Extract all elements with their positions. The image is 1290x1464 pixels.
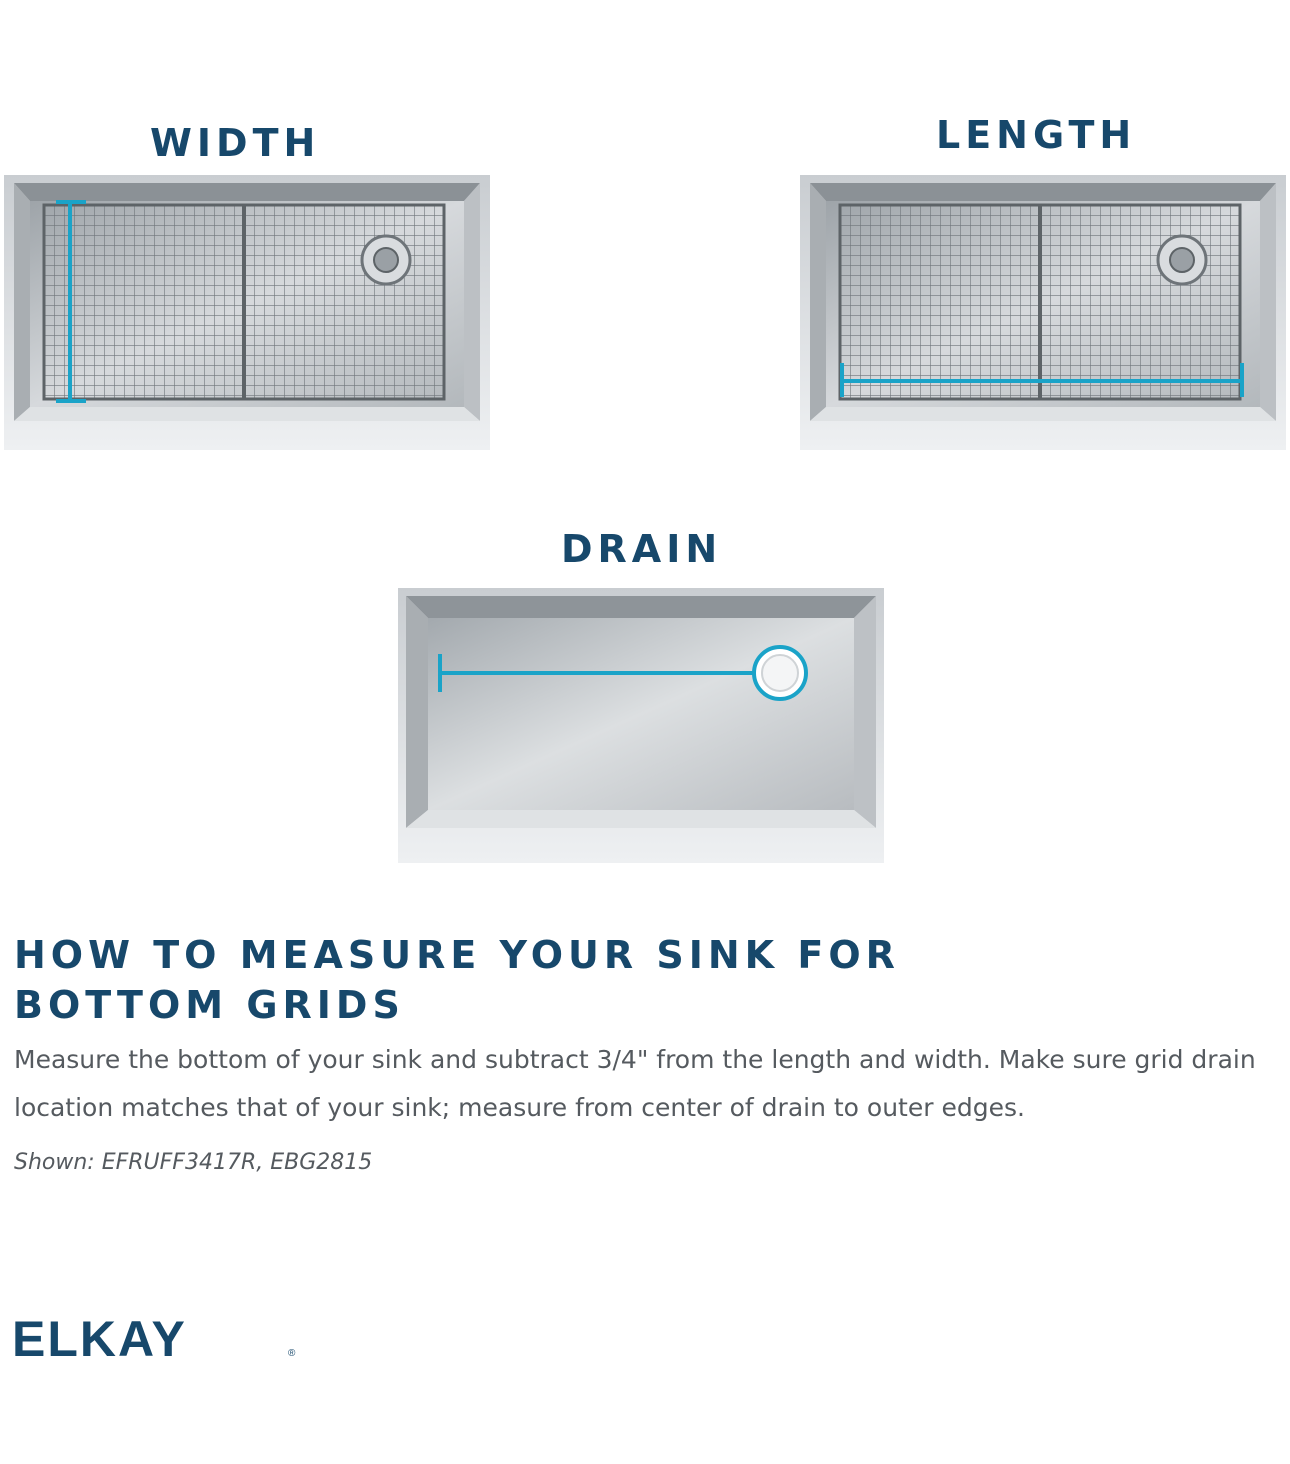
elkay-logo-text: ELKAY bbox=[12, 1312, 187, 1364]
length-label: LENGTH bbox=[936, 113, 1137, 157]
drain-sink-image bbox=[398, 588, 884, 863]
svg-text:®: ® bbox=[288, 1348, 296, 1359]
heading-line-1: HOW TO MEASURE YOUR SINK FOR bbox=[14, 933, 900, 977]
heading-line-2: BOTTOM GRIDS bbox=[14, 983, 405, 1027]
length-sink-image bbox=[800, 175, 1286, 450]
page-heading bbox=[14, 930, 900, 1030]
width-sink-image bbox=[4, 175, 490, 450]
width-label: WIDTH bbox=[150, 121, 321, 165]
elkay-logo bbox=[12, 1312, 302, 1364]
drain-label: DRAIN bbox=[561, 527, 723, 571]
instructions-text: Measure the bottom of your sink and subtract 3/4" from the length and width. Make sure grid drain location matches that of your sink; measure from center of drain to outer edges. bbox=[14, 1045, 1256, 1122]
shown-models-text: Shown: EFRUFF3417R, EBG2815 bbox=[14, 1150, 373, 1175]
